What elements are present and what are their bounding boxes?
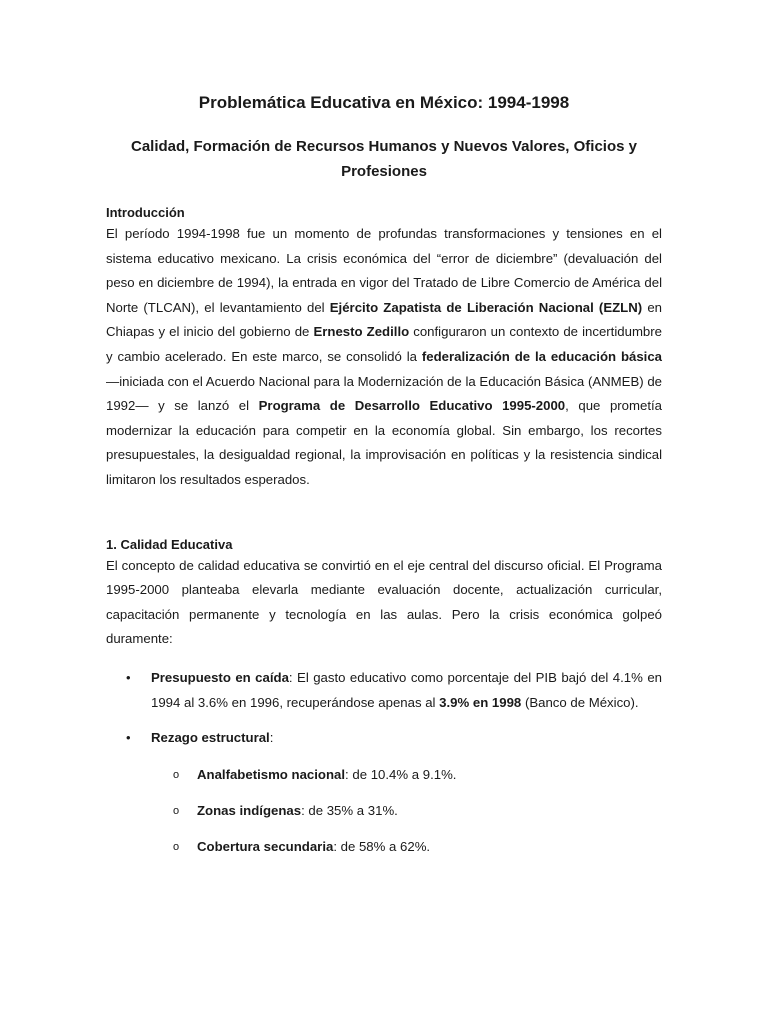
document-title: Problemática Educativa en México: 1994-1998 (198, 93, 570, 112)
document-subtitle: Calidad, Formación de Recursos Humanos y Nuevos Valores, Oficios y Profesiones (131, 138, 637, 180)
bullet-icon: • (126, 669, 131, 685)
section-1-heading: 1. Calidad Educativa (106, 536, 233, 552)
sub-item-cobertura: o Cobertura secundaria: de 58% a 62%. (151, 835, 662, 860)
sub-item-analfabetismo: o Analfabetismo nacional: de 10.4% a 9.1%. (151, 763, 662, 788)
sub-bullet-icon: o (173, 768, 180, 781)
bullet-list (106, 666, 662, 860)
sub-item-zonas-indigenas: o Zonas indígenas: de 35% a 31%. (151, 799, 662, 824)
bullet-item-presupuesto: • Presupuesto en caída: El gasto educativo como porcentaje del PIB bajó del 4.1% en 1994 al 3.6% en 1996, recuperándose apenas al 3.9% en 1998 (Banco de México). (106, 666, 662, 715)
intro-heading: Introducción (106, 205, 185, 220)
sub-bullet-icon: o (173, 804, 180, 817)
bullet-icon: • (126, 730, 131, 746)
intro-paragraph: El período 1994-1998 fue un momento de profundas transformaciones y tensiones en el sistema educativo mexicano. La crisis económica del “error de diciembre” (devaluación del peso en diciembre de 1994), la entrada en vigor del Tratado de Libre Comercio de América del Norte (TLCAN), el levantamiento del Ejército Zapatista de Liberación Nacional (EZLN) en Chiapas y el inicio del gobierno de Ernesto Zedillo configuraron un contexto de incertidumbre y cambio acelerado. En este marco, se consolidó la federalización de la educación básica —iniciada con el Acuerdo Nacional para la Modernización de la Educación Básica (ANMEB) de 1992— y se lanzó el Programa de Desarrollo Educativo 1995-2000, que prometía modernizar la educación para competir en la economía global. Sin embargo, los recortes presupuestales, la desigualdad regional, la improvisación en políticas y la resistencia sindical limitaron los resultados esperados. (106, 226, 663, 487)
section-1-paragraph: El concepto de calidad educativa se convirtió en el eje central del discurso oficial. El Programa 1995-2000 planteaba elevarla mediante evaluación docente, actualización curricular, capacitación permanente y tecnología en las aulas. Pero la crisis económica golpeó duramente: (106, 557, 662, 647)
sub-bullet-list (151, 763, 662, 860)
bullet-item-rezago: • Rezago estructural: o Analfabetismo nacional: de 10.4% a 9.1%. o Zonas indígenas: de 35% a 31%. o Cobertura secundaria: de 58% a 62%. (106, 726, 662, 859)
sub-bullet-icon: o (173, 840, 180, 853)
